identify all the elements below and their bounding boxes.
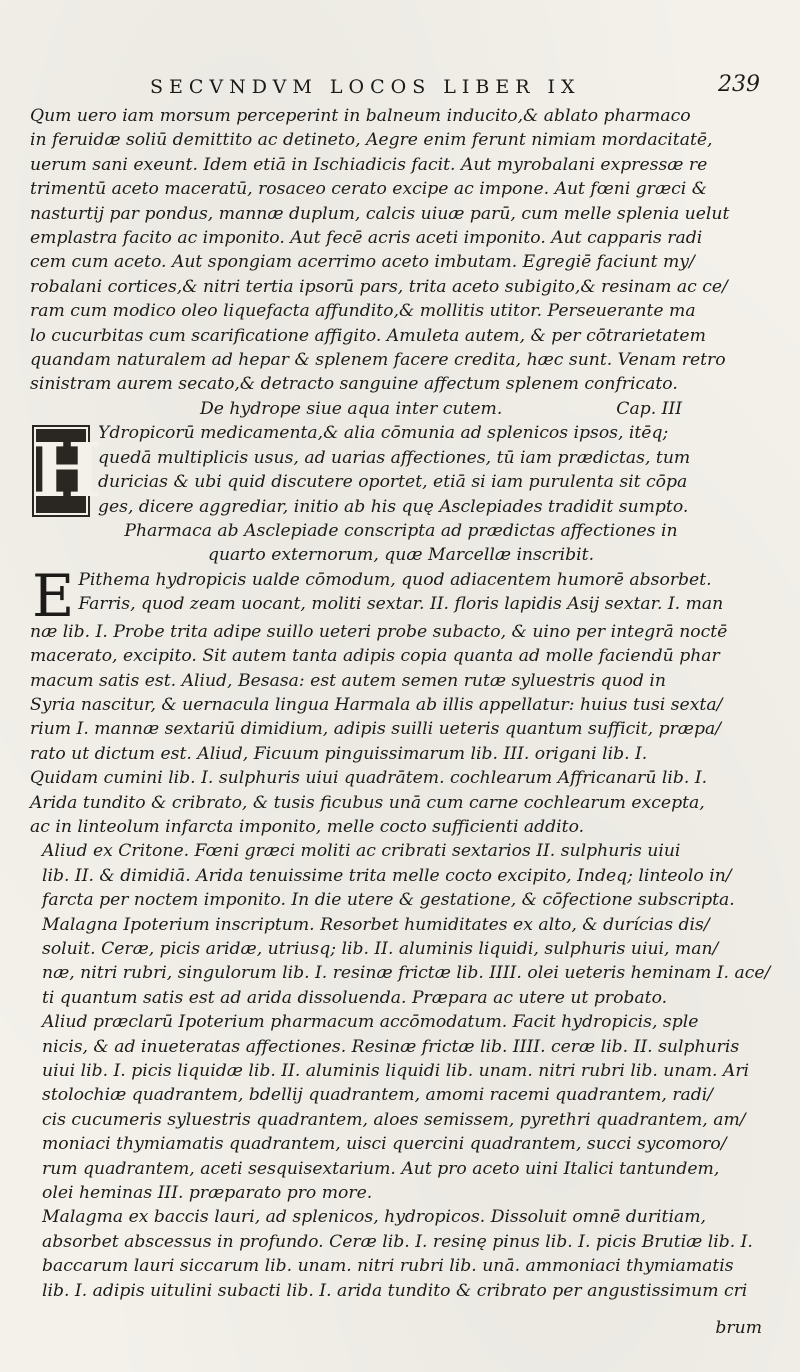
chapter-title: De hydrope siue aqua inter cutem. xyxy=(200,398,503,419)
text-line: Pharmaca ab Asclepiade conscripta ad prædictas affectiones in xyxy=(124,520,678,541)
text-line: ti quantum satis est ad arida dissoluenda. Præpara ac utere ut probato. xyxy=(42,987,668,1008)
aliud-critone-paragraph xyxy=(30,839,772,912)
text-line: robalani cortices,& nitri tertia ipsorū pars, trita aceto subigito,& resinam ac ce/ xyxy=(30,276,728,297)
text-line: næ, nitri rubri, singulorum lib. I. resinæ frictæ lib. IIII. olei ueteris heminam I. ace/ xyxy=(42,963,771,984)
ornamental-initial xyxy=(32,425,102,517)
text-line: lib. I. adipis uitulini subacti lib. I. arida tundito & cribrato per angustissimum cri xyxy=(42,1280,748,1301)
text-line: trimentū aceto maceratū, rosaceo cerato excipe ac impone. Aut fœni græci & xyxy=(30,179,708,200)
malagma-baccis-paragraph xyxy=(30,1205,772,1303)
text-line: Aliud ex Critone. Fœni græci moliti ac cribrati sextarios II. sulphuris uiui xyxy=(42,841,681,862)
malagna-paragraph xyxy=(30,913,772,1011)
text-line: farcta per noctem imponito. In die utere & gestatione, & cōfectione subscripta. xyxy=(42,890,735,911)
text-line: stolochiæ quadrantem, bdellij quadrantem, amomi racemi quadrantem, radi/ xyxy=(42,1085,714,1106)
text-line: uiui lib. I. picis liquidæ lib. II. aluminis liquidi lib. unam. nitri rubri lib. unam. Ari xyxy=(42,1061,750,1082)
text-line: rato ut dictum est. Aliud, Ficuum pinguissimarum lib. III. origani lib. I. xyxy=(30,743,648,764)
text-line: lo cucurbitas cum scarificatione affigito. Amuleta autem, & per cōtrarietatem xyxy=(30,325,706,346)
text-line: macum satis est. Aliud, Besasa: est autem semen rutæ syluestris quod in xyxy=(30,670,666,691)
chapter-intro xyxy=(30,421,772,519)
text-line: quedā multiplicis usus, ad uarias affectiones, tū iam prædictas, tum xyxy=(98,447,691,468)
text-line: emplastra facito ac imponito. Aut fecē acris aceti imponito. Aut capparis radi xyxy=(30,228,703,249)
text-line: absorbet abscessus in profundo. Ceræ lib. I. resinę pinus lib. I. picis Brutiæ lib. I. xyxy=(42,1231,753,1252)
text-line: cem cum aceto. Aut spongiam acerrimo aceto imbutam. Egregiē faciunt my/ xyxy=(30,252,695,273)
text-line: uerum sani exeunt. Idem etiā in Ischiadicis facit. Aut myrobalani expressæ re xyxy=(30,154,708,175)
initial-letter-e: E xyxy=(32,561,75,630)
text-line: baccarum lauri siccarum lib. unam. nitri rubri lib. unā. ammoniaci thymiamatis xyxy=(42,1256,734,1277)
text-line: Syria nascitur, & uernacula lingua Harmala ab illis appellatur: huius tusi sexta/ xyxy=(30,694,723,715)
text-line: rum quadrantem, aceti sesquisextarium. Aut pro aceto uini Italici tantundem, xyxy=(42,1158,720,1179)
text-line: moniaci thymiamatis quadrantem, uisci quercini quadrantem, succi sycomoro/ xyxy=(42,1134,727,1155)
section-subheading xyxy=(30,519,772,568)
opening-paragraph xyxy=(30,104,772,397)
text-line: rium I. mannæ sextariū dimidium, adipis suilli ueteris quantum sufficit, præpa/ xyxy=(30,719,721,740)
text-line: nasturtij par pondus, mannæ duplum, calcis uiuæ parū, cum melle splenia uelut xyxy=(30,203,730,224)
text-line: Ydropicorū medicamenta,& alia cōmunia ad splenicos ipsos, itēq; xyxy=(98,423,669,444)
page-number: 239 xyxy=(718,72,760,97)
text-line: lib. II. & dimidiā. Arida tenuissime trita melle cocto excipito, Indeq; linteolo in/ xyxy=(42,865,732,886)
body-text xyxy=(30,104,772,1303)
catchword: brum xyxy=(715,1318,762,1338)
text-line: Aliud præclarū Ipoterium pharmacum accōmodatum. Facit hydropicis, sple xyxy=(42,1012,699,1033)
text-line: Arida tundito & cribrato, & tusis ficubus unā cum carne cochlearum excepta, xyxy=(30,792,705,813)
text-line: Quidam cumini lib. I. sulphuris uiui quadrātem. cochlearum Affricanarū lib. I. xyxy=(30,768,708,789)
text-line: in feruidæ soliū demittito ac detineto, Aegre enim ferunt nimiam mordacitatē, xyxy=(30,130,713,151)
chapter-number: Cap. III xyxy=(616,398,682,419)
running-head-title: SECVNDVM LOCOS LIBER IX xyxy=(150,76,581,98)
aliud-praeclaru-paragraph xyxy=(30,1010,772,1205)
running-head xyxy=(0,72,800,104)
text-line: cis cucumeris syluestris quadrantem, aloes semissem, pyrethri quadrantem, am/ xyxy=(42,1109,746,1130)
text-line: quandam naturalem ad hepar & splenem facere credita, hæc sunt. Venam retro xyxy=(30,350,726,371)
text-line: ac in linteolum infarcta imponito, melle cocto sufficienti addito. xyxy=(30,816,585,837)
text-line: Malagna Ipoterium inscriptum. Resorbet humiditates ex alto, & durícias dis/ xyxy=(42,914,710,935)
text-line: Farris, quod zeam uocant, moliti sextar. II. floris lapidis Asij sextar. I. man xyxy=(78,594,724,615)
text-line: quarto externorum, quæ Marcellæ inscribit. xyxy=(207,545,595,566)
text-line: Malagma ex baccis lauri, ad splenicos, hydropicos. Dissoluit omnē duritiam, xyxy=(42,1207,706,1228)
text-line: næ lib. I. Probe trita adipe suillo ueteri probe subacto, & uino per integrā noctē xyxy=(30,621,728,642)
chapter-heading xyxy=(30,397,772,421)
text-line: ram cum modico oleo liquefacta affundito,& mollitis utitor. Perseuerante ma xyxy=(30,301,696,322)
text-line: duricias & ubi quid discutere oportet, etiā si iam purulenta sit cōpa xyxy=(98,472,688,493)
text-line: olei heminas III. præparato pro more. xyxy=(42,1183,373,1204)
text-line: nicis, & ad inueteratas affectiones. Resinæ frictæ lib. IIII. ceræ lib. II. sulphuris xyxy=(42,1036,740,1057)
initial-letter: H xyxy=(32,428,102,515)
text-line: macerato, excipito. Sit autem tanta adipis copia quanta ad molle faciendū phar xyxy=(30,646,720,667)
text-line: Pithema hydropicis ualde cōmodum, quod adiacentem humorē absorbet. xyxy=(78,569,712,590)
text-line: Qum uero iam morsum perceperint in balneum inducito,& ablato pharmaco xyxy=(30,106,691,126)
text-line: soluit. Ceræ, picis aridæ, utriusq; lib. II. aluminis liquidi, sulphuris uiui, man/ xyxy=(42,939,719,959)
text-line: ges, dicere aggrediar, initio ab his quę Asclepiades tradidit sumpto. xyxy=(98,496,689,517)
text-line: sinistram aurem secato,& detracto sanguine affectum splenem confricato. xyxy=(30,374,678,395)
epithema-paragraph xyxy=(30,561,772,840)
